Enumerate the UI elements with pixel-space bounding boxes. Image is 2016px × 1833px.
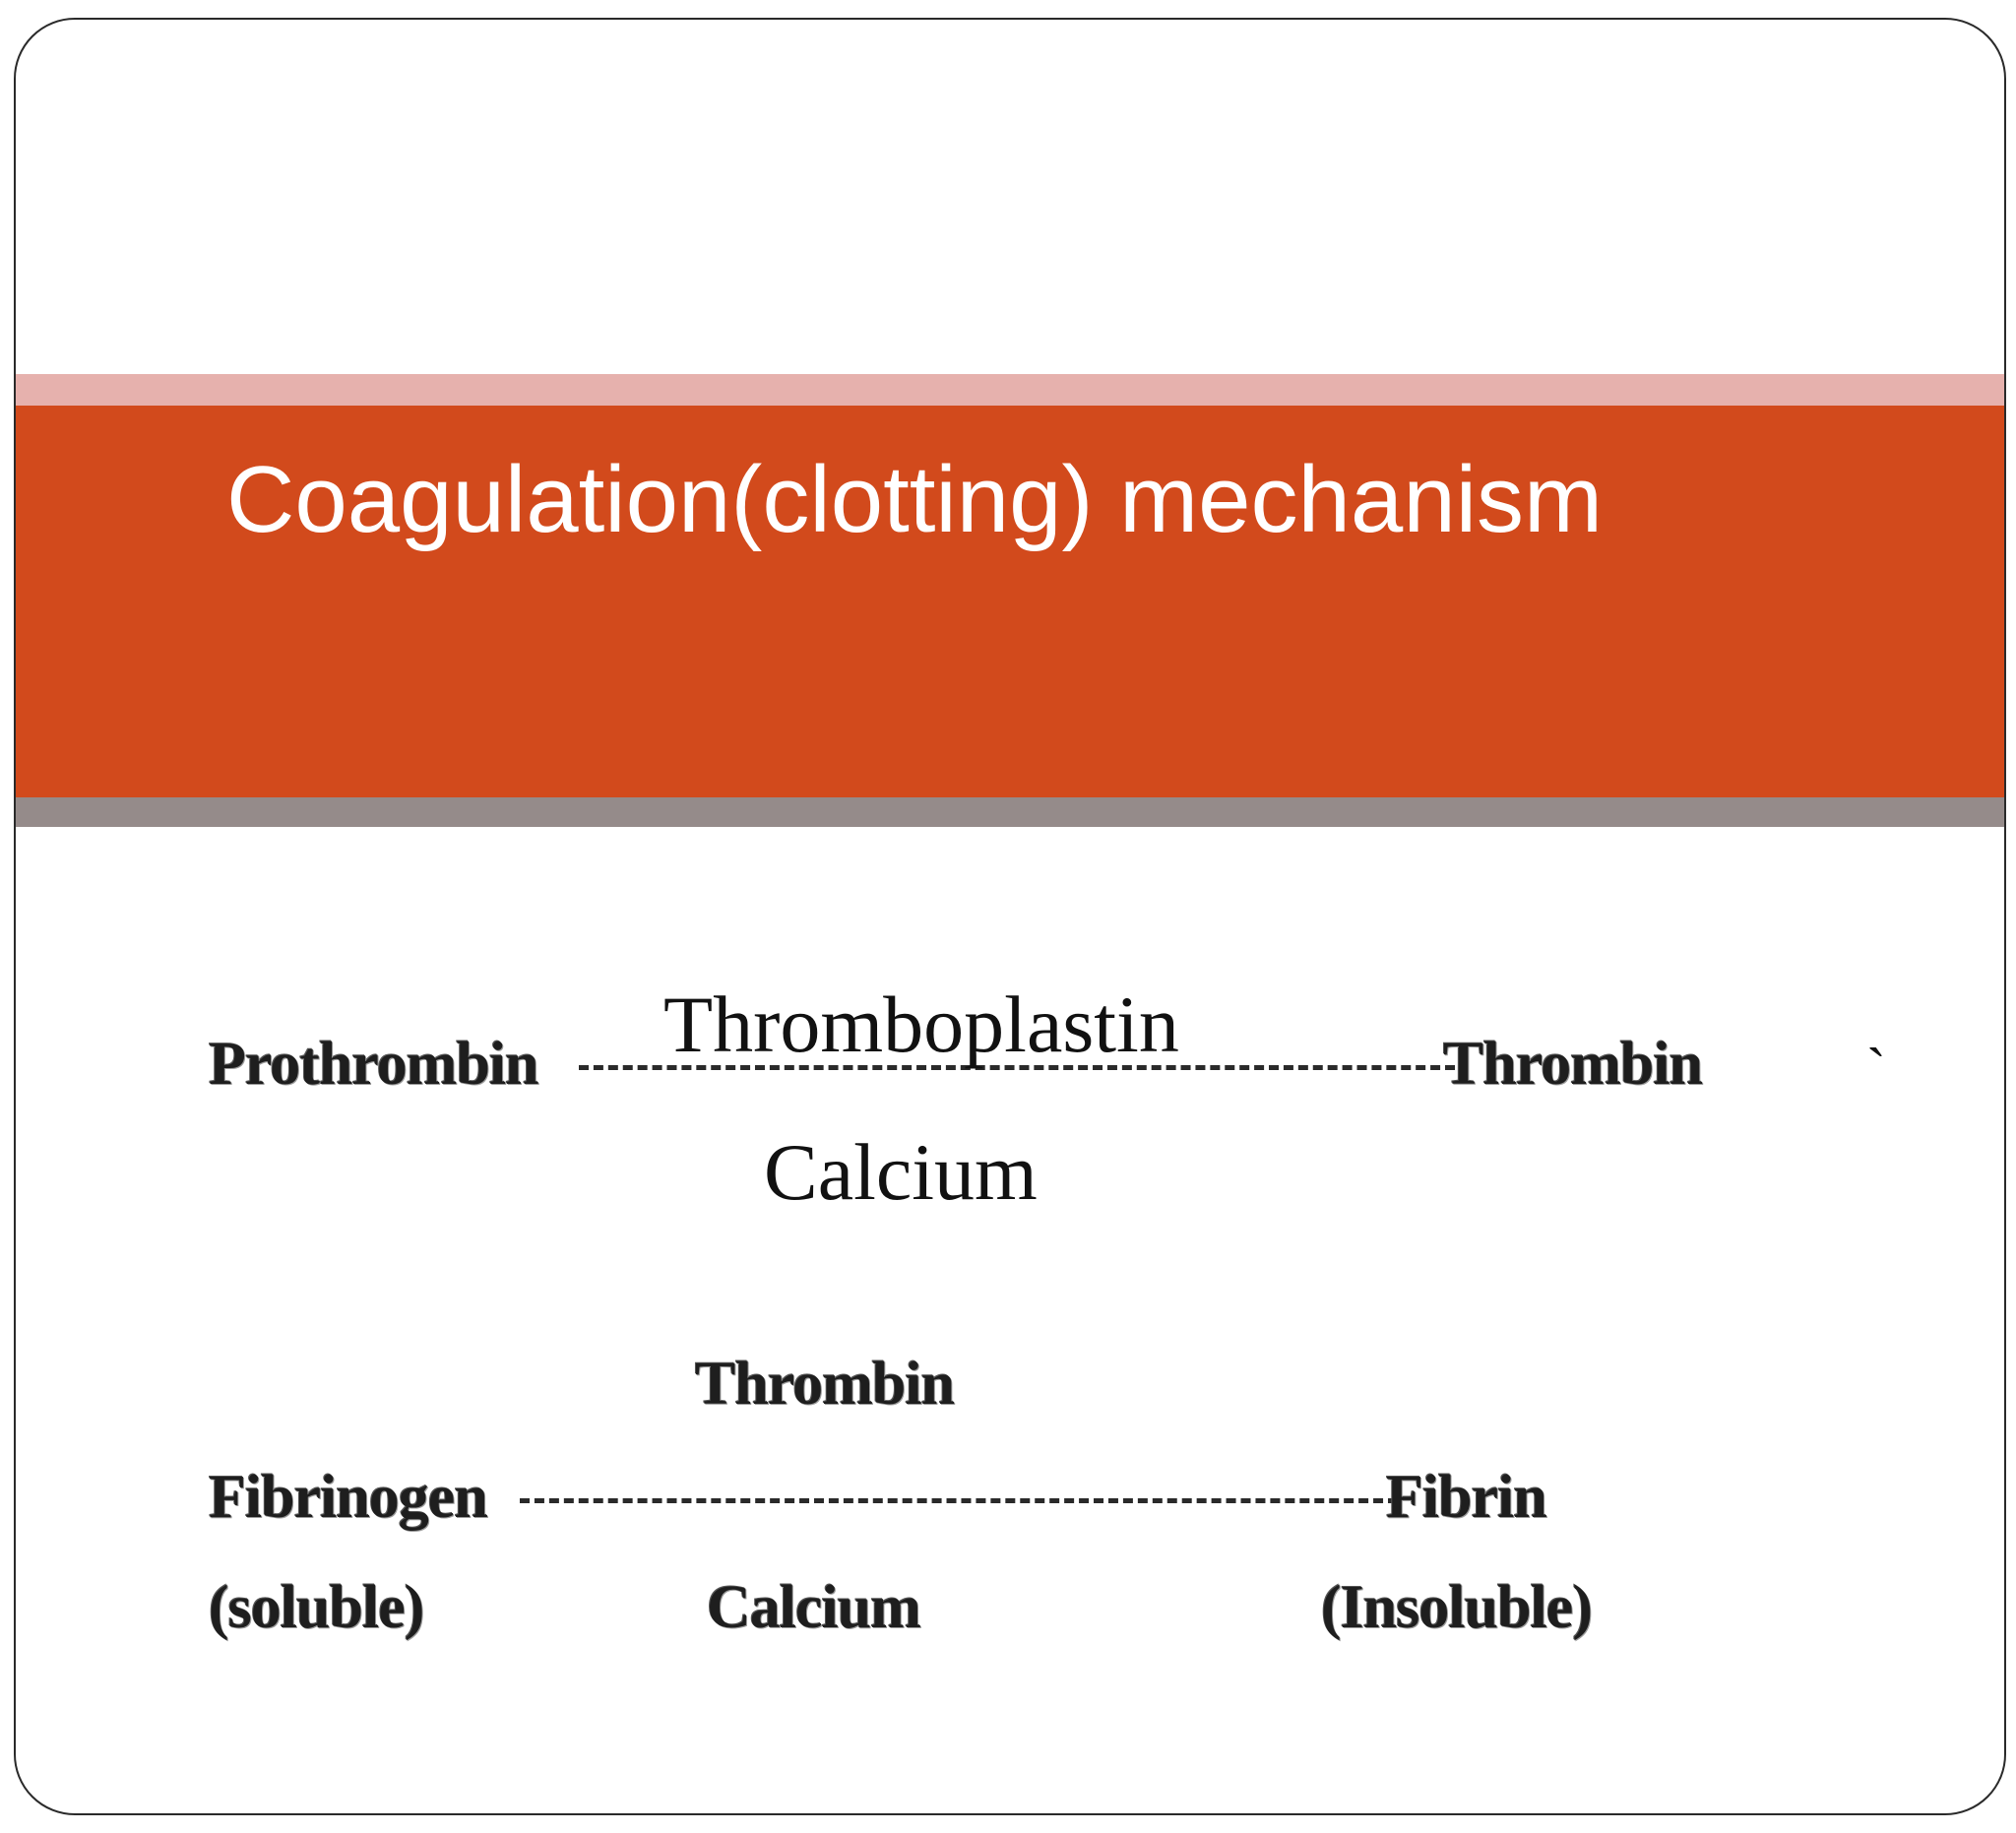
title-band-top-stripe <box>16 374 2004 406</box>
reaction1-reactant: Prothrombin <box>209 1031 538 1098</box>
slide-title: Coagulation(clotting) mechanism <box>226 447 1603 552</box>
reaction2-arrow-line <box>520 1498 1398 1503</box>
reaction2-catalyst-top: Thrombin <box>695 1351 955 1418</box>
reaction2-reactant-note: (soluble) <box>209 1574 424 1641</box>
reaction2-product: Fibrin <box>1386 1464 1546 1531</box>
reaction2-reactant: Fibrinogen <box>209 1464 487 1531</box>
reaction1-mark: ` <box>1866 1037 1886 1102</box>
slide <box>14 18 2006 1815</box>
reaction1-catalyst-bottom: Calcium <box>764 1127 1038 1217</box>
reaction1-product: Thrombin <box>1443 1031 1703 1098</box>
reaction1-catalyst-top: Thromboplastin <box>663 980 1179 1069</box>
reaction2-product-note: (Insoluble) <box>1321 1574 1592 1641</box>
reaction2-catalyst-bottom: Calcium <box>707 1574 920 1641</box>
title-band-bottom-stripe <box>16 797 2004 827</box>
